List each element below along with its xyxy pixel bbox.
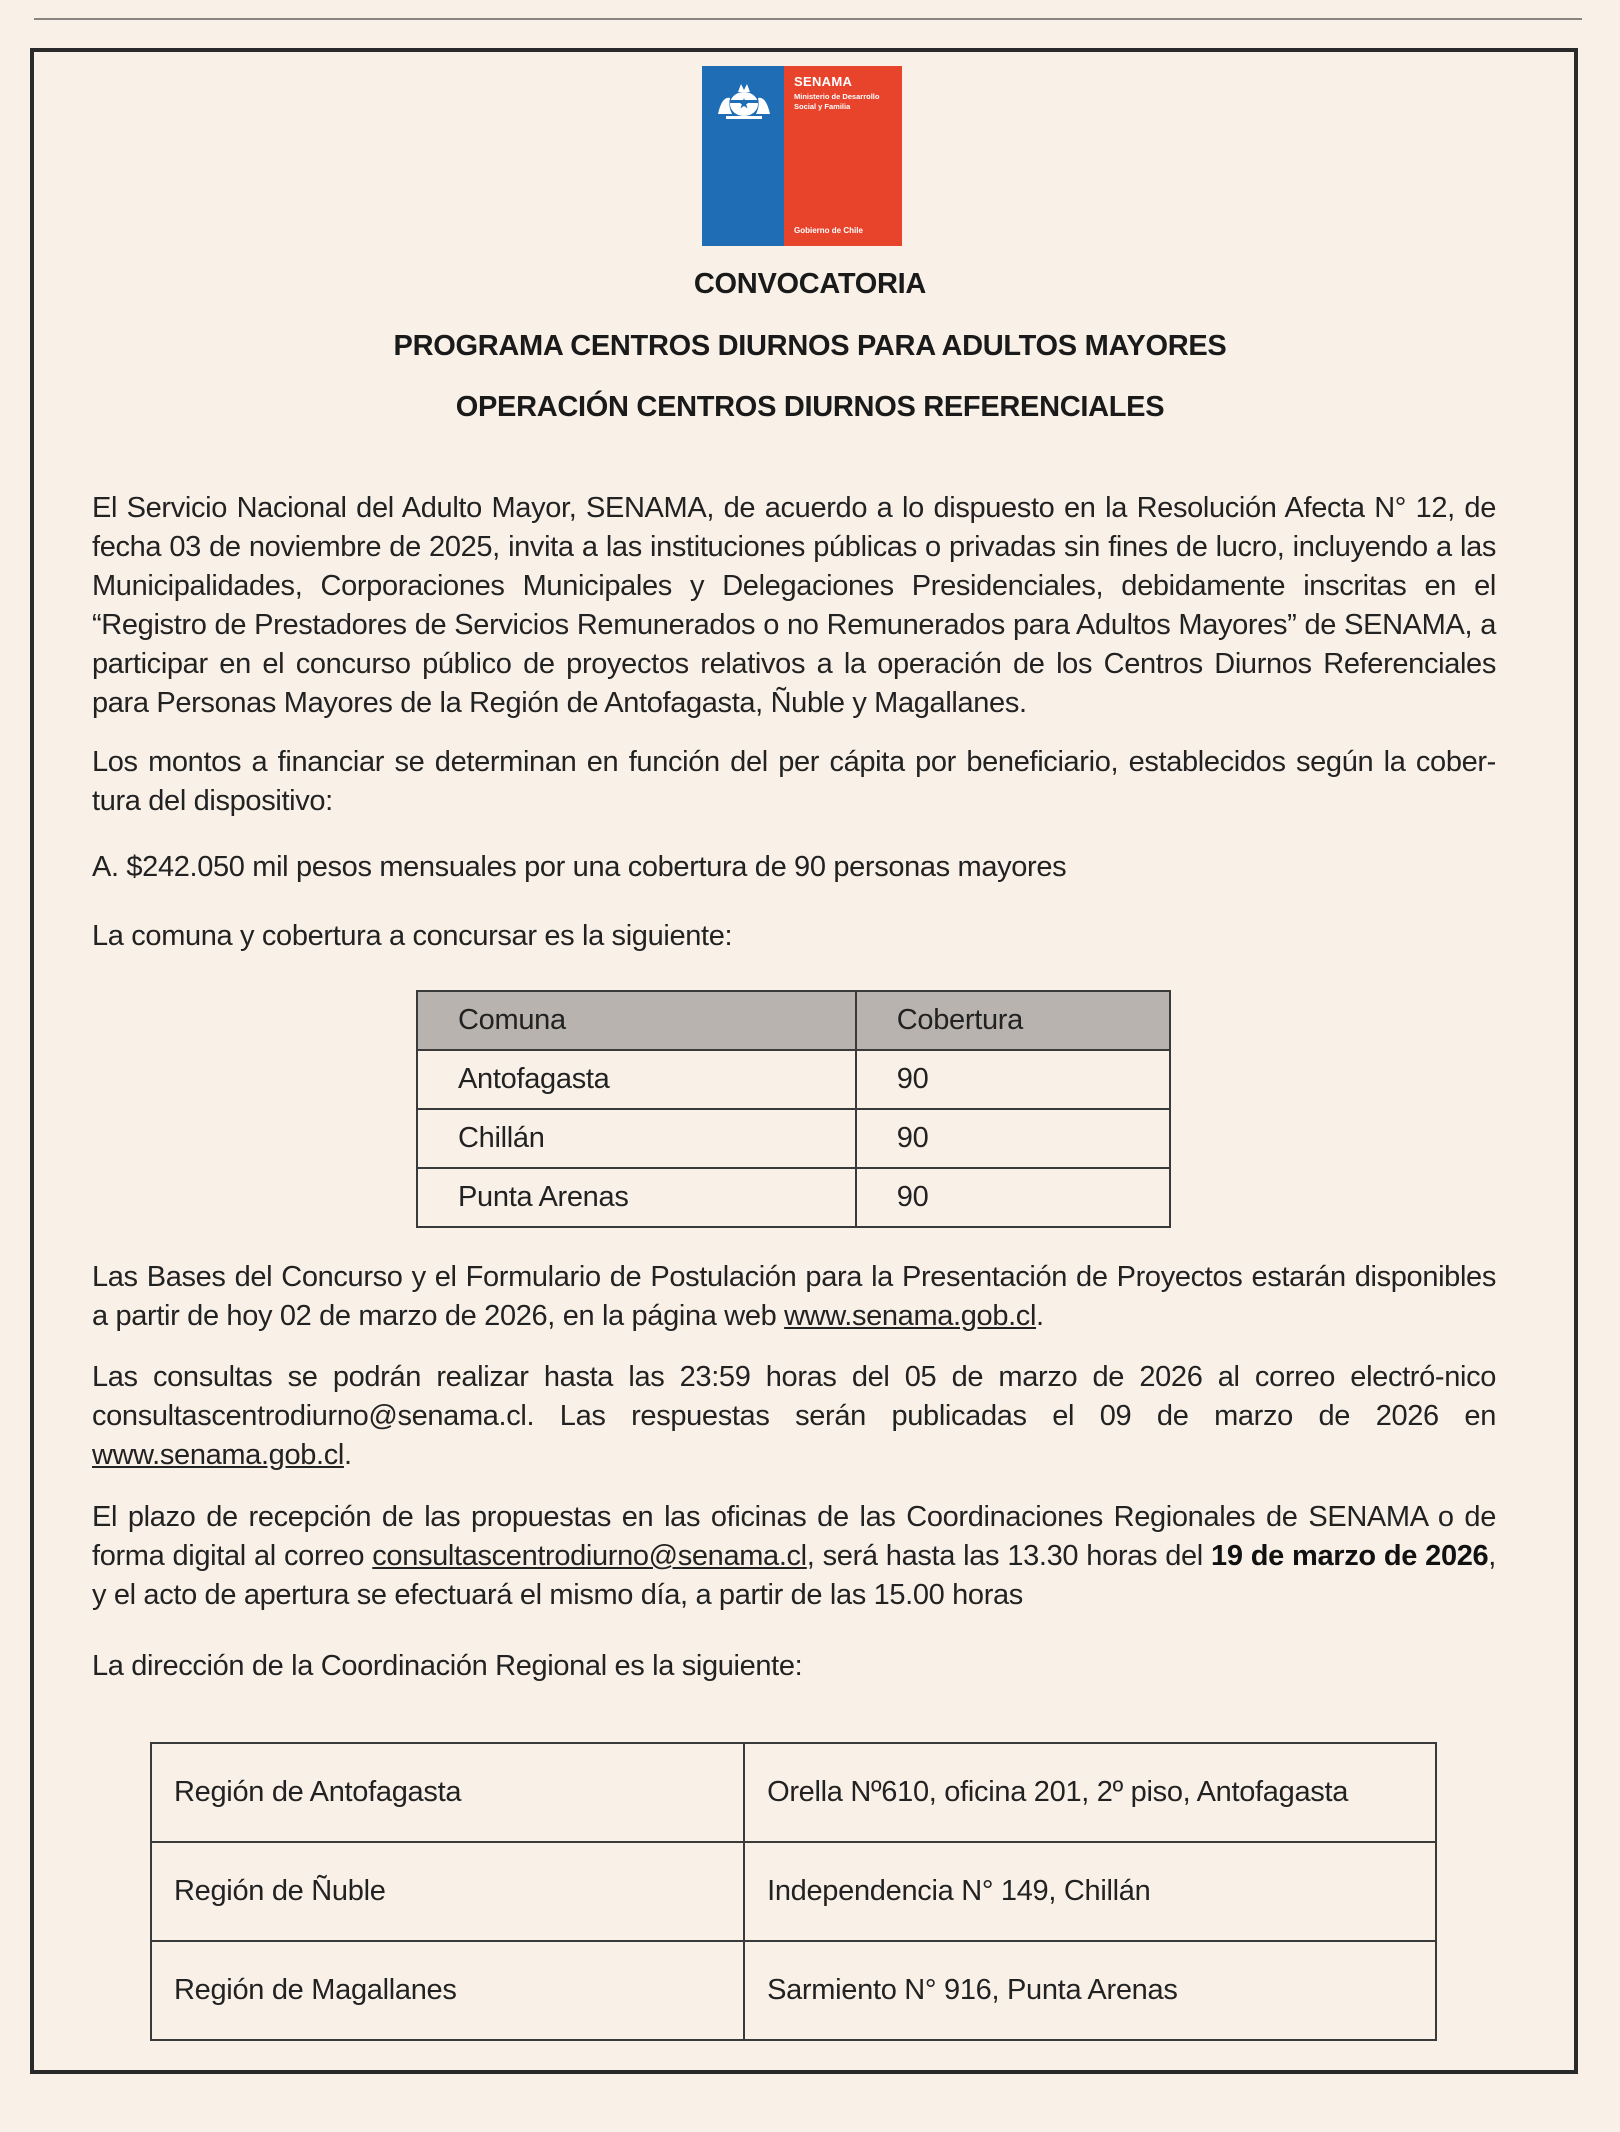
comuna-cell: Chillán (417, 1109, 856, 1168)
comuna-table (416, 990, 1171, 1228)
intro-paragraph: El Servicio Nacional del Adulto Mayor, SENAMA, de acuerdo a lo dispuesto en la Resolución Afecta N° 12, de fecha 03 de noviembre de 2025, invita a las instituciones públicas o privadas sin fines de lucro, incluyendo a las Municipalidades, Corporaciones Municipales y Delegaciones Presidenciales, debidamente inscritas en el “Registro de Prestadores de Servicios Remunerados o no Remunerados para Adultos Mayores” de SENAMA, a participar en el concurso público de proyectos relativos a la operación de los Centros Diurnos Referenciales para Personas Mayores de la Región de Antofagasta, Ñuble y Magallanes. (92, 492, 1496, 719)
bases-paragraph (92, 1258, 1496, 1336)
bases-text: Las Bases del Concurso y el Formulario de Postulación para la Presentación de Proyectos estarán disponibles a partir de hoy 02 de marzo de 2026, en la página web (92, 1261, 1496, 1332)
email-link[interactable]: consultascentrodiurno@senama.cl (372, 1540, 807, 1572)
logo-blue-panel (702, 66, 784, 246)
consultas-paragraph (92, 1358, 1496, 1475)
cobertura-cell: 90 (856, 1168, 1170, 1227)
table-row (151, 1842, 1436, 1941)
region-cell: Región de Antofagasta (151, 1743, 744, 1842)
comuna-header: Comuna (417, 991, 856, 1050)
logo-government-text: Gobierno de Chile (794, 226, 863, 235)
plazo-paragraph (92, 1498, 1496, 1615)
deadline-date: 19 de marzo de 2026 (1211, 1540, 1489, 1572)
senama-logo (702, 66, 902, 246)
consultas-end: . (343, 1439, 352, 1471)
top-divider (34, 18, 1582, 20)
plazo-mid: , será hasta las 13.30 horas del (806, 1540, 1212, 1572)
amount-a-paragraph: A. $242.050 mil pesos mensuales por una cobertura de 90 personas mayores (92, 851, 1067, 883)
cobertura-cell: 90 (856, 1109, 1170, 1168)
comuna-intro-paragraph: La comuna y cobertura a concursar es la siguiente: (92, 920, 733, 952)
direccion-paragraph: La dirección de la Coordinación Regional es la siguiente: (92, 1650, 803, 1682)
table-row (417, 1109, 1170, 1168)
comuna-cell: Punta Arenas (417, 1168, 856, 1227)
program-title: PROGRAMA CENTROS DIURNOS PARA ADULTOS MAYORES (393, 330, 1227, 362)
logo-red-panel (784, 66, 902, 246)
amounts-paragraph: Los montos a financiar se determinan en función del per cápita por beneficiario, establecidos según la cober-tura del dispositivo: (92, 746, 1496, 817)
logo-ministry-text: Ministerio de Desarrollo Social y Familia (794, 92, 880, 111)
senama-website-link[interactable]: www.senama.gob.cl (784, 1300, 1037, 1332)
operation-title: OPERACIÓN CENTROS DIURNOS REFERENCIALES (455, 391, 1165, 423)
logo-brand-text: SENAMA (794, 74, 853, 89)
plazo-text: El plazo de recepción de las propuestas en las oficinas de las Coordinaciones Regionales de SENAMA o de forma digital al correo (92, 1501, 1496, 1572)
cobertura-cell: 90 (856, 1050, 1170, 1109)
chile-crest-icon (712, 74, 776, 122)
table-row (151, 1743, 1436, 1842)
address-cell: Sarmiento N° 916, Punta Arenas (744, 1941, 1436, 2040)
region-table (150, 1742, 1437, 2041)
bases-end: . (1036, 1300, 1044, 1332)
table-row (417, 1050, 1170, 1109)
table-row (151, 1941, 1436, 2040)
plazo-end: , y el acto de apertura se efectuará el mismo día, a partir de las 15.00 horas (92, 1540, 1496, 1611)
consultas-text: Las consultas se podrán realizar hasta las 23:59 horas del 05 de marzo de 2026 al correo electró-nico consultascentrodiurno@senama.cl. Las respuestas serán publicadas el 09 de marzo de 2026 en (92, 1361, 1496, 1432)
region-cell: Región de Magallanes (151, 1941, 744, 2040)
table-row (417, 1168, 1170, 1227)
page-title: CONVOCATORIA (693, 268, 927, 300)
address-cell: Orella Nº610, oficina 201, 2º piso, Antofagasta (744, 1743, 1436, 1842)
senama-website-link[interactable]: www.senama.gob.cl (92, 1439, 344, 1471)
address-cell: Independencia N° 149, Chillán (744, 1842, 1436, 1941)
cobertura-header: Cobertura (856, 991, 1170, 1050)
comuna-table-header-row (417, 991, 1170, 1050)
comuna-cell: Antofagasta (417, 1050, 856, 1109)
region-cell: Región de Ñuble (151, 1842, 744, 1941)
